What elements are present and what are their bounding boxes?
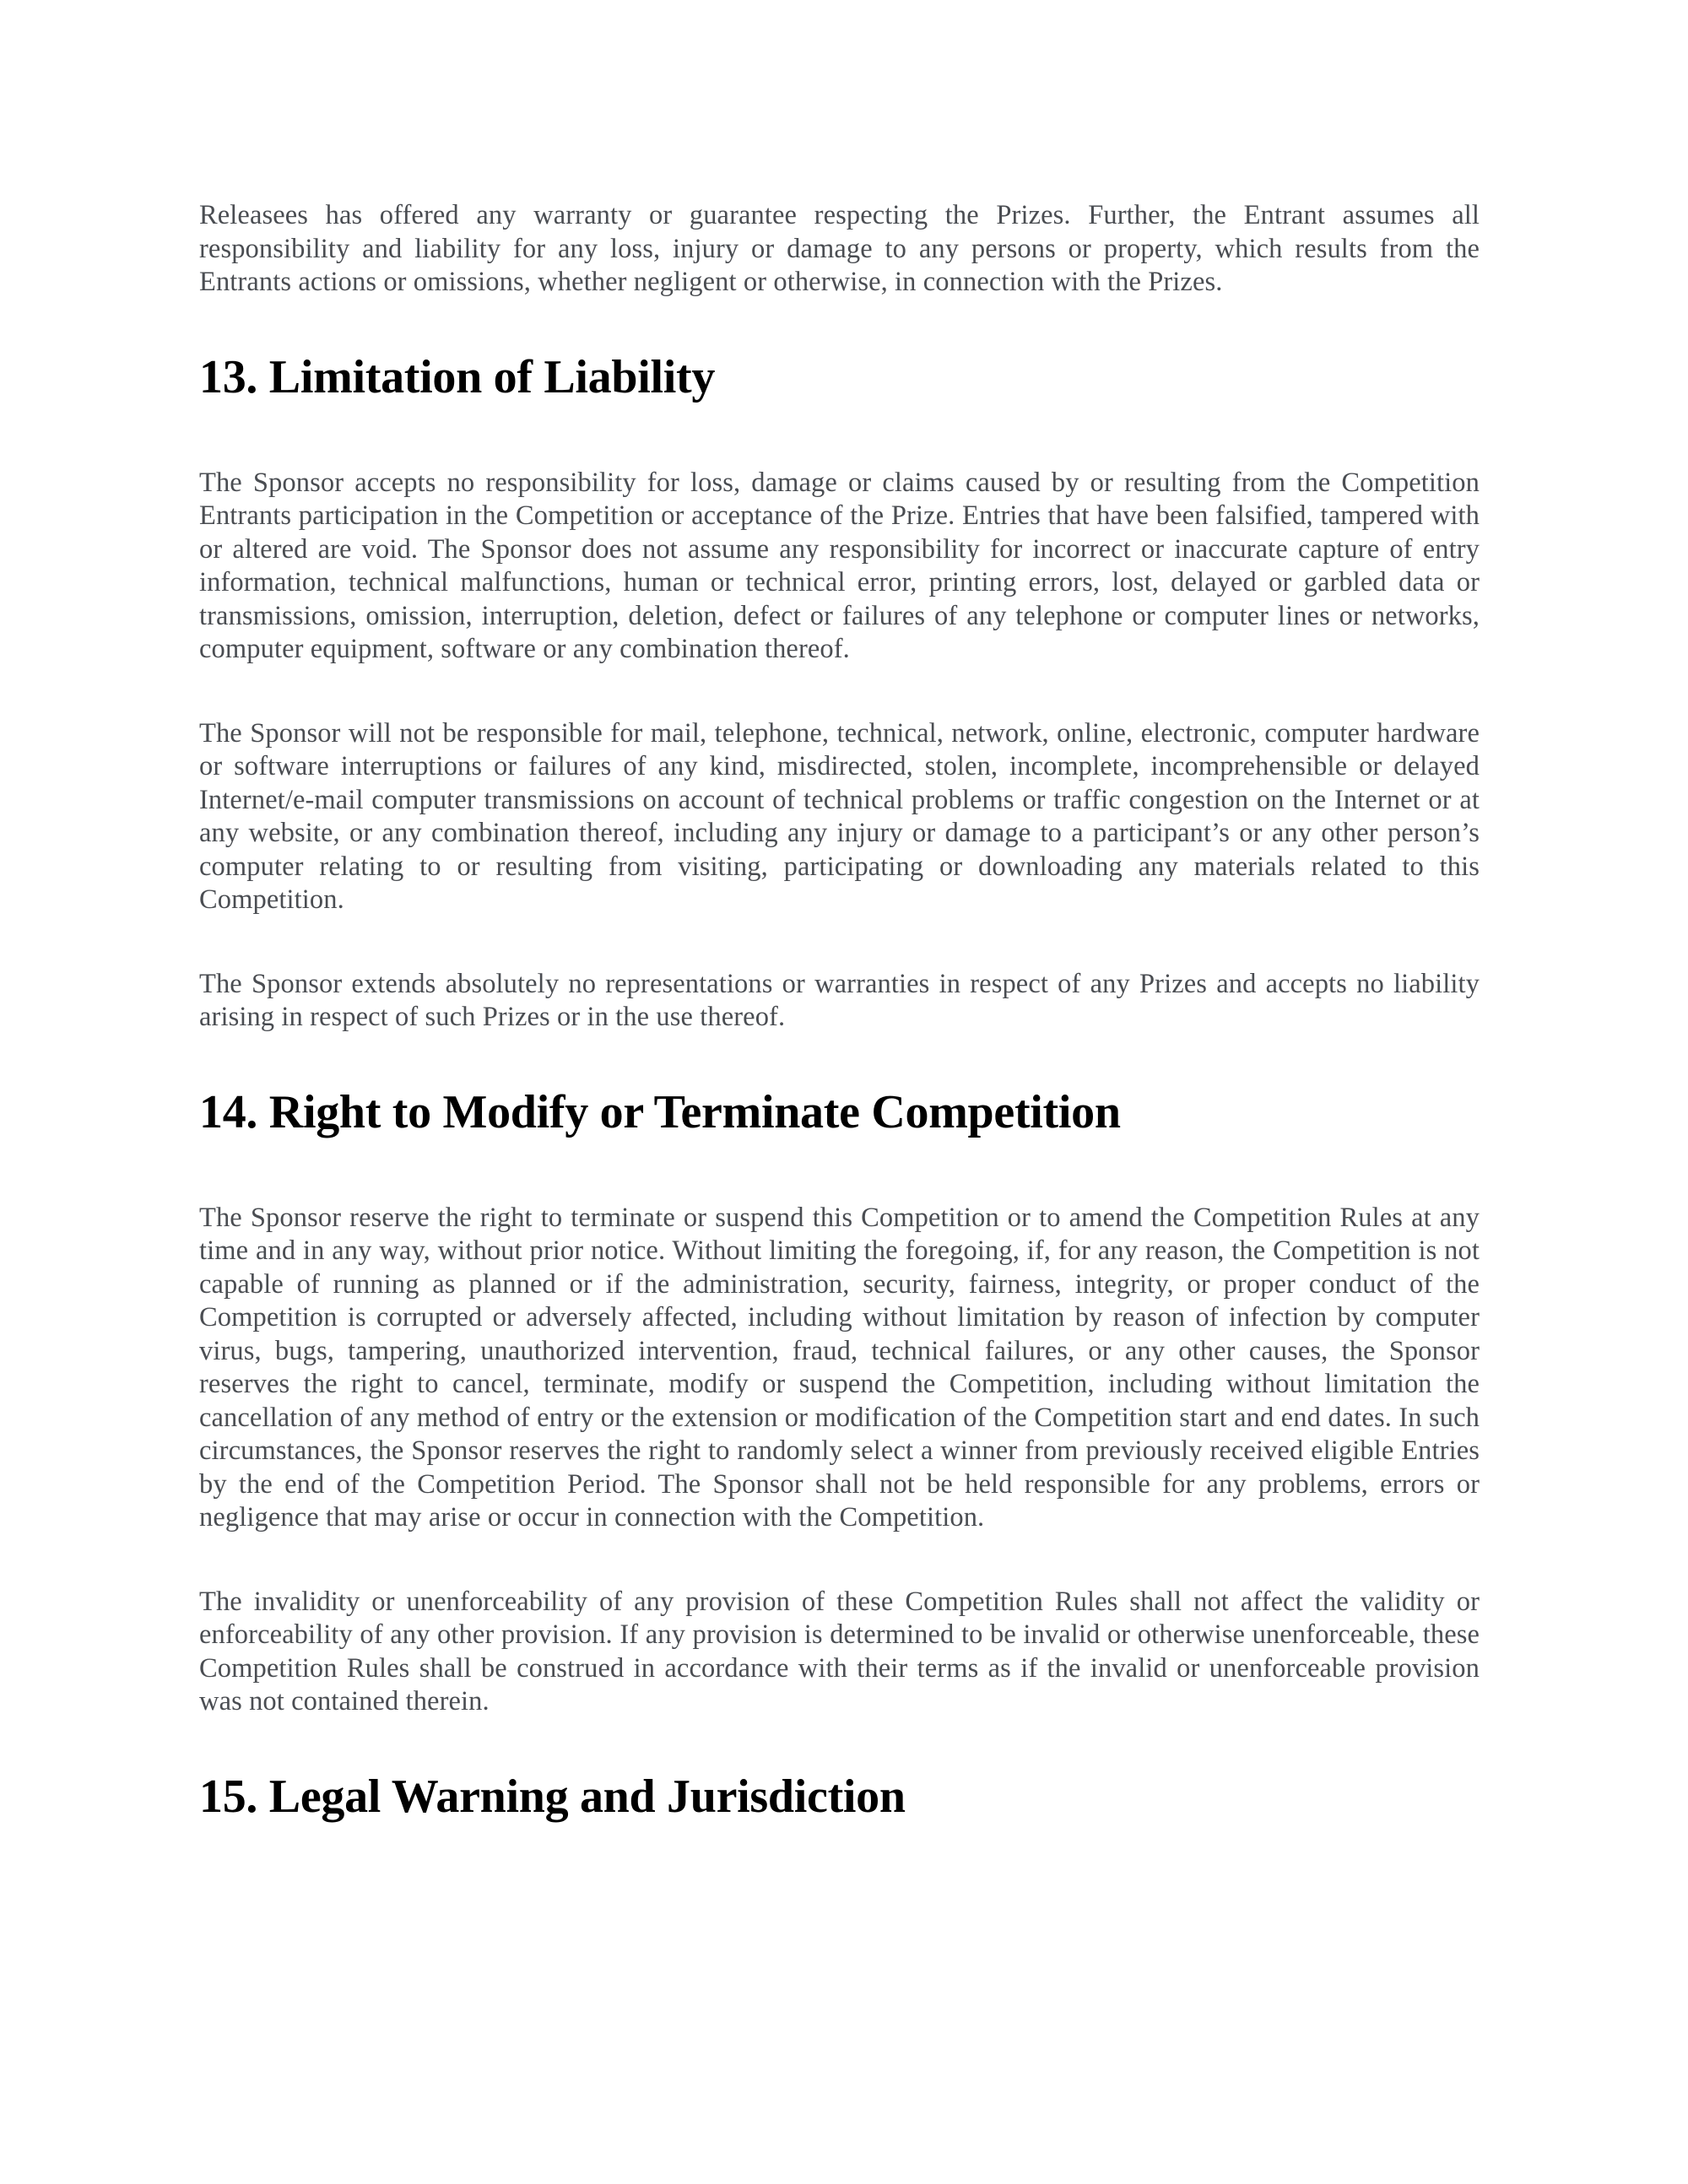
section-15-legal-warning	[199, 1770, 1480, 1824]
section-paragraph: The Sponsor reserve the right to terminate or suspend this Competition or to amend the Competition Rules at any time and in any way, without prior notice. Without limiting the foregoing, if, for any reason, the Competition is not capable of running as planned or if the administration, security, fairness, integrity, or proper conduct of the Competition is corrupted or adversely affected, including without limitation by reason of infection by computer virus, bugs, tampering, unauthorized intervention, fraud, technical failures, or any other causes, the Sponsor reserves the right to cancel, terminate, modify or suspend the Competition, including without limitation the cancellation of any method of entry or the extension or modification of the Competition start and end dates. In such circumstances, the Sponsor reserves the right to randomly select a winner from previously received eligible Entries by the end of the Competition Period. The Sponsor shall not be held responsible for any problems, errors or negligence that may arise or occur in connection with the Competition.	[199, 1202, 1480, 1533]
section-14-right-to-modify	[199, 1085, 1480, 1719]
section-heading: 15. Legal Warning and Jurisdiction	[199, 1770, 906, 1823]
section-heading: 13. Limitation of Liability	[199, 350, 716, 403]
intro-paragraph: Releasees has offered any warranty or guarantee respecting the Prizes. Further, the Entrant assumes all responsibility and liability for any loss, injury or damage to any persons or property, which results from the Entrants actions or omissions, whether negligent or otherwise, in connection with the Prizes.	[199, 200, 1480, 297]
document-page	[199, 199, 1480, 1824]
section-13-limitation-of-liability	[199, 350, 1480, 1035]
section-paragraph: The invalidity or unenforceability of any provision of these Competition Rules shall not affect the validity or enforceability of any other provision. If any provision is determined to be invalid or otherwise unenforceable, these Competition Rules shall be construed in accordance with their terms as if the invalid or unenforceable provision was not contained therein.	[199, 1586, 1480, 1716]
section-heading: 14. Right to Modify or Terminate Competition	[199, 1085, 1121, 1138]
section-paragraph: The Sponsor will not be responsible for mail, telephone, technical, network, online, electronic, computer hardware or software interruptions or failures of any kind, misdirected, stolen, incomplete, incomprehensible or delayed Internet/e-mail computer transmissions on account of technical problems or traffic congestion on the Internet or at any website, or any combination thereof, including any injury or damage to a participant’s or any other person’s computer relating to or resulting from visiting, participating or downloading any materials related to this Competition.	[199, 717, 1480, 915]
section-paragraph: The Sponsor accepts no responsibility for loss, damage or claims caused by or resulting from the Competition Entrants participation in the Competition or acceptance of the Prize. Entries that have been falsified, tampered with or altered are void. The Sponsor does not assume any responsibility for incorrect or inaccurate capture of entry information, technical malfunctions, human or technical error, printing errors, lost, delayed or garbled data or transmissions, omission, interruption, deletion, defect or failures of any telephone or computer lines or networks, computer equipment, software or any combination thereof.	[199, 467, 1480, 664]
section-paragraph: The Sponsor extends absolutely no representations or warranties in respect of any Prizes and accepts no liability arising in respect of such Prizes or in the use thereof.	[199, 968, 1480, 1032]
